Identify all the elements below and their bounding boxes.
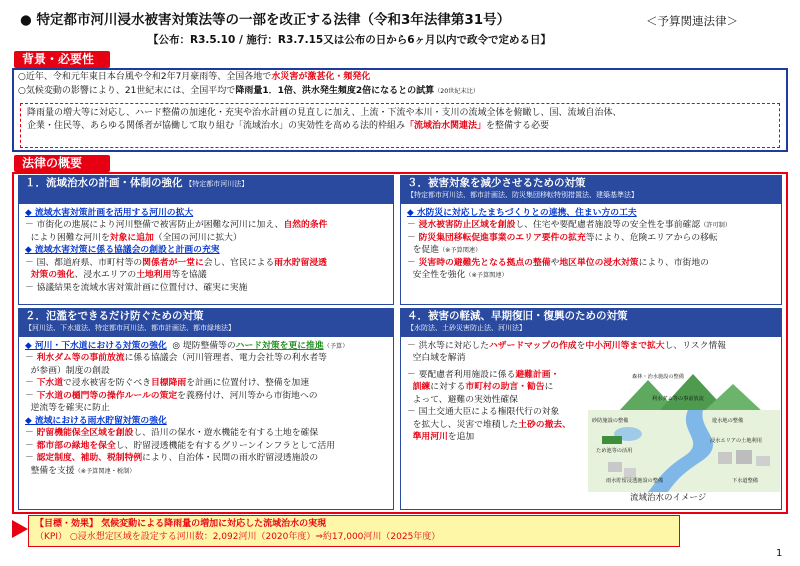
- effect-line-1: 【目標・効果】 気候変動による降雨量の増加に対応した流域治水の実現: [35, 519, 327, 529]
- panel-line: － 災害時の避難先となる拠点の整備や地区単位の浸水対策により、市街地の: [407, 257, 709, 268]
- panel-title: ３．被害対象を減少させるための対策: [407, 177, 586, 189]
- conclusion-line-2: [27, 120, 773, 133]
- panel-sub: 【水防法、土砂災害防止法、河川法】: [407, 323, 526, 332]
- effect-line-2: （KPI） ○浸水想定区域を設定する河川数：2,092河川（2020年度）⇒約17,000河川（2025年度）: [35, 532, 441, 543]
- bg-note: （20世紀末比）: [434, 88, 480, 95]
- bg-text: ○気候変動の影響により、21世紀末には、全国平均で: [18, 86, 236, 96]
- panel-line: 対策の強化、浸水エリアの土地利用等を協議: [30, 270, 207, 281]
- budget-tag: ＜予算関連法律＞: [646, 14, 738, 28]
- panel-line: － 防災集団移転促進事業のエリア要件の拡充等により、危険エリアからの移転: [407, 232, 718, 243]
- panel-line: － 下水道の樋門等の操作ルールの策定を義務付け、河川等から市街地への: [25, 390, 318, 401]
- panel-reduce-targets: [400, 175, 782, 305]
- panel-line: 訓練に対する市町村の助言・勧告に: [412, 382, 554, 393]
- panel-header: [401, 176, 781, 204]
- panel-header: [19, 176, 393, 204]
- background-heading: 背景・必要性: [14, 51, 110, 68]
- background-line-2: [18, 86, 479, 98]
- watershed-landscape-icon: [588, 372, 780, 492]
- panel-line: － 洪水等に対応したハザードマップの作成を中小河川等まで拡大し、リスク情報: [407, 341, 726, 351]
- conclusion-text: を整備する必要: [486, 121, 550, 132]
- panel-line: － 市街化の進展により河川整備で被害防止が困難な河川に加え、自然的条件: [25, 220, 328, 231]
- background-line-1: [18, 72, 370, 84]
- illus-label: 砂防施設の整備: [592, 418, 629, 424]
- panel-line: － 都市部の緑地を保全し、貯留浸透機能を有するグリーンインフラとして活用: [25, 440, 336, 451]
- panel-line: 空白域を解消: [412, 353, 466, 364]
- panel-line: よって、避難の実効性確保: [412, 394, 518, 405]
- panel-flood-prevention: [18, 308, 394, 510]
- panel-line: － 下水道で浸水被害を防ぐべき目標降雨を計画に位置付け、整備を加速: [25, 378, 309, 389]
- background-conclusion: [20, 103, 780, 148]
- panel-title: １．流域治水の計画・体制の強化: [25, 177, 183, 189]
- panel-line: 準用河川を追加: [412, 432, 475, 443]
- panel-item: ◆ 流域における雨水貯留対策の強化: [25, 415, 167, 426]
- panel-line: － 協議結果を流域水害対策計画に位置付け、確実に実施: [25, 282, 248, 293]
- background-box: [12, 68, 788, 152]
- panel-line: 整備を支援（※予算関連・税制）: [30, 465, 136, 476]
- panel-line: を促進（※予算関連）: [412, 245, 482, 256]
- watershed-illustration: [588, 372, 780, 502]
- illus-label: 浸水エリアの土地利用: [710, 438, 762, 444]
- illus-label: 森林・治水施設の整備: [632, 374, 684, 380]
- panel-line: が参画）制度の創設: [30, 365, 110, 376]
- panel-line: － 認定制度、補助、税制特例により、自治体・民間の雨水貯留浸透施設の: [25, 453, 319, 464]
- panel-item: ◆ 河川・下水道における対策の強化 ◎ 堤防整備等のハード対策を更に推進（予算）: [25, 341, 349, 351]
- panel-line: を拡大し、災害で堆積した土砂の撤去、: [412, 419, 571, 430]
- illus-label: 利水ダム等の事前放流: [652, 396, 704, 402]
- arrow-right-icon: [12, 520, 28, 538]
- panel-item: ◆ 流域水害対策に係る協議会の創設と計画の充実: [25, 245, 220, 256]
- bg-highlight: 水災害が激甚化・頻発化: [271, 72, 371, 82]
- panel-header: [401, 309, 781, 337]
- panel-line: 逆流等を確実に防止: [30, 403, 110, 414]
- panel-sub: 【特定都市河川法】: [185, 180, 249, 188]
- panel-title: ２．氾濫をできるだけ防ぐための対策: [25, 310, 204, 322]
- promulgation-dates: 【公布：R3.5.10 / 施行：R3.7.15又は公布の日から6ヶ月以内で政令で定める日】: [148, 34, 552, 46]
- panel-item: ◆ 流域水害対策計画を活用する河川の拡大: [25, 208, 194, 218]
- conclusion-line-1: 降雨量の増大等に対応し、ハード整備の加速化・充実や治水計画の見直しに加え、上流・下流や本川・支川の流域全体を俯瞰し、国、流域自治体、: [27, 108, 622, 118]
- bg-highlight: 降雨量1．1倍、洪水発生頻度2倍になるとの試算: [235, 86, 435, 96]
- illustration-caption: 流域治水のイメージ: [630, 493, 707, 503]
- panel-item: ◆ 水防災に対応したまちづくりとの連携、住まい方の工夫: [407, 208, 637, 218]
- illus-label: 下水道整備: [732, 478, 758, 484]
- panel-line: － 国土交通大臣による権限代行の対象: [407, 407, 560, 418]
- panel-line: 安全性を強化（※予算関連）: [412, 270, 508, 281]
- page-title: ● 特定都市河川浸水被害対策法等の一部を改正する法律（令和3年法律第31号）: [20, 12, 511, 28]
- panel-line: － 浸水被害防止区域を創設し、住宅や要配慮者施設等の安全性を事前確認（許可制）: [407, 220, 732, 231]
- page-number: 1: [776, 548, 783, 559]
- conclusion-text: 企業・住民等、あらゆる関係者が協働して取り組む「流域治水」の実効性を高める法的枠組み: [27, 121, 406, 132]
- overview-heading: 法律の概要: [14, 155, 110, 172]
- panel-line: － 利水ダム等の事前放流に係る協議会（河川管理者、電力会社等の利水者等: [25, 353, 327, 364]
- illus-label: 雨水貯留浸透施設の整備: [606, 478, 664, 484]
- panel-sub: 【特定都市河川法、都市計画法、防災集団移転特別措置法、建築基準法】: [407, 190, 638, 199]
- panel-title: ４．被害の軽減、早期復旧・復興のための対策: [407, 310, 628, 322]
- panel-line: － 国、都道府県、市町村等の関係者が一堂に会し、官民による雨水貯留浸透: [25, 257, 327, 268]
- panel-line: により困難な河川を対象に追加（全国の河川に拡大）: [30, 232, 242, 243]
- illus-label: 遊水地の整備: [712, 418, 744, 424]
- bg-text: ○近年、令和元年東日本台風や令和2年7月豪雨等、全国各地で: [18, 72, 272, 82]
- conclusion-highlight: 「流域治水関連法」: [405, 121, 487, 132]
- panel-line: － 要配慮者利用施設に係る避難計画・: [407, 369, 560, 380]
- goals-effects-box: [28, 515, 680, 547]
- illus-label: ため池等の活用: [596, 448, 633, 454]
- panel-line: － 貯留機能保全区域を創設し、沿川の保水・遊水機能を有する土地を確保: [25, 428, 319, 439]
- panel-planning: [18, 175, 394, 305]
- panel-sub: 【河川法、下水道法、特定都市河川法、都市計画法、都市緑地法】: [25, 323, 235, 332]
- panel-header: [19, 309, 393, 337]
